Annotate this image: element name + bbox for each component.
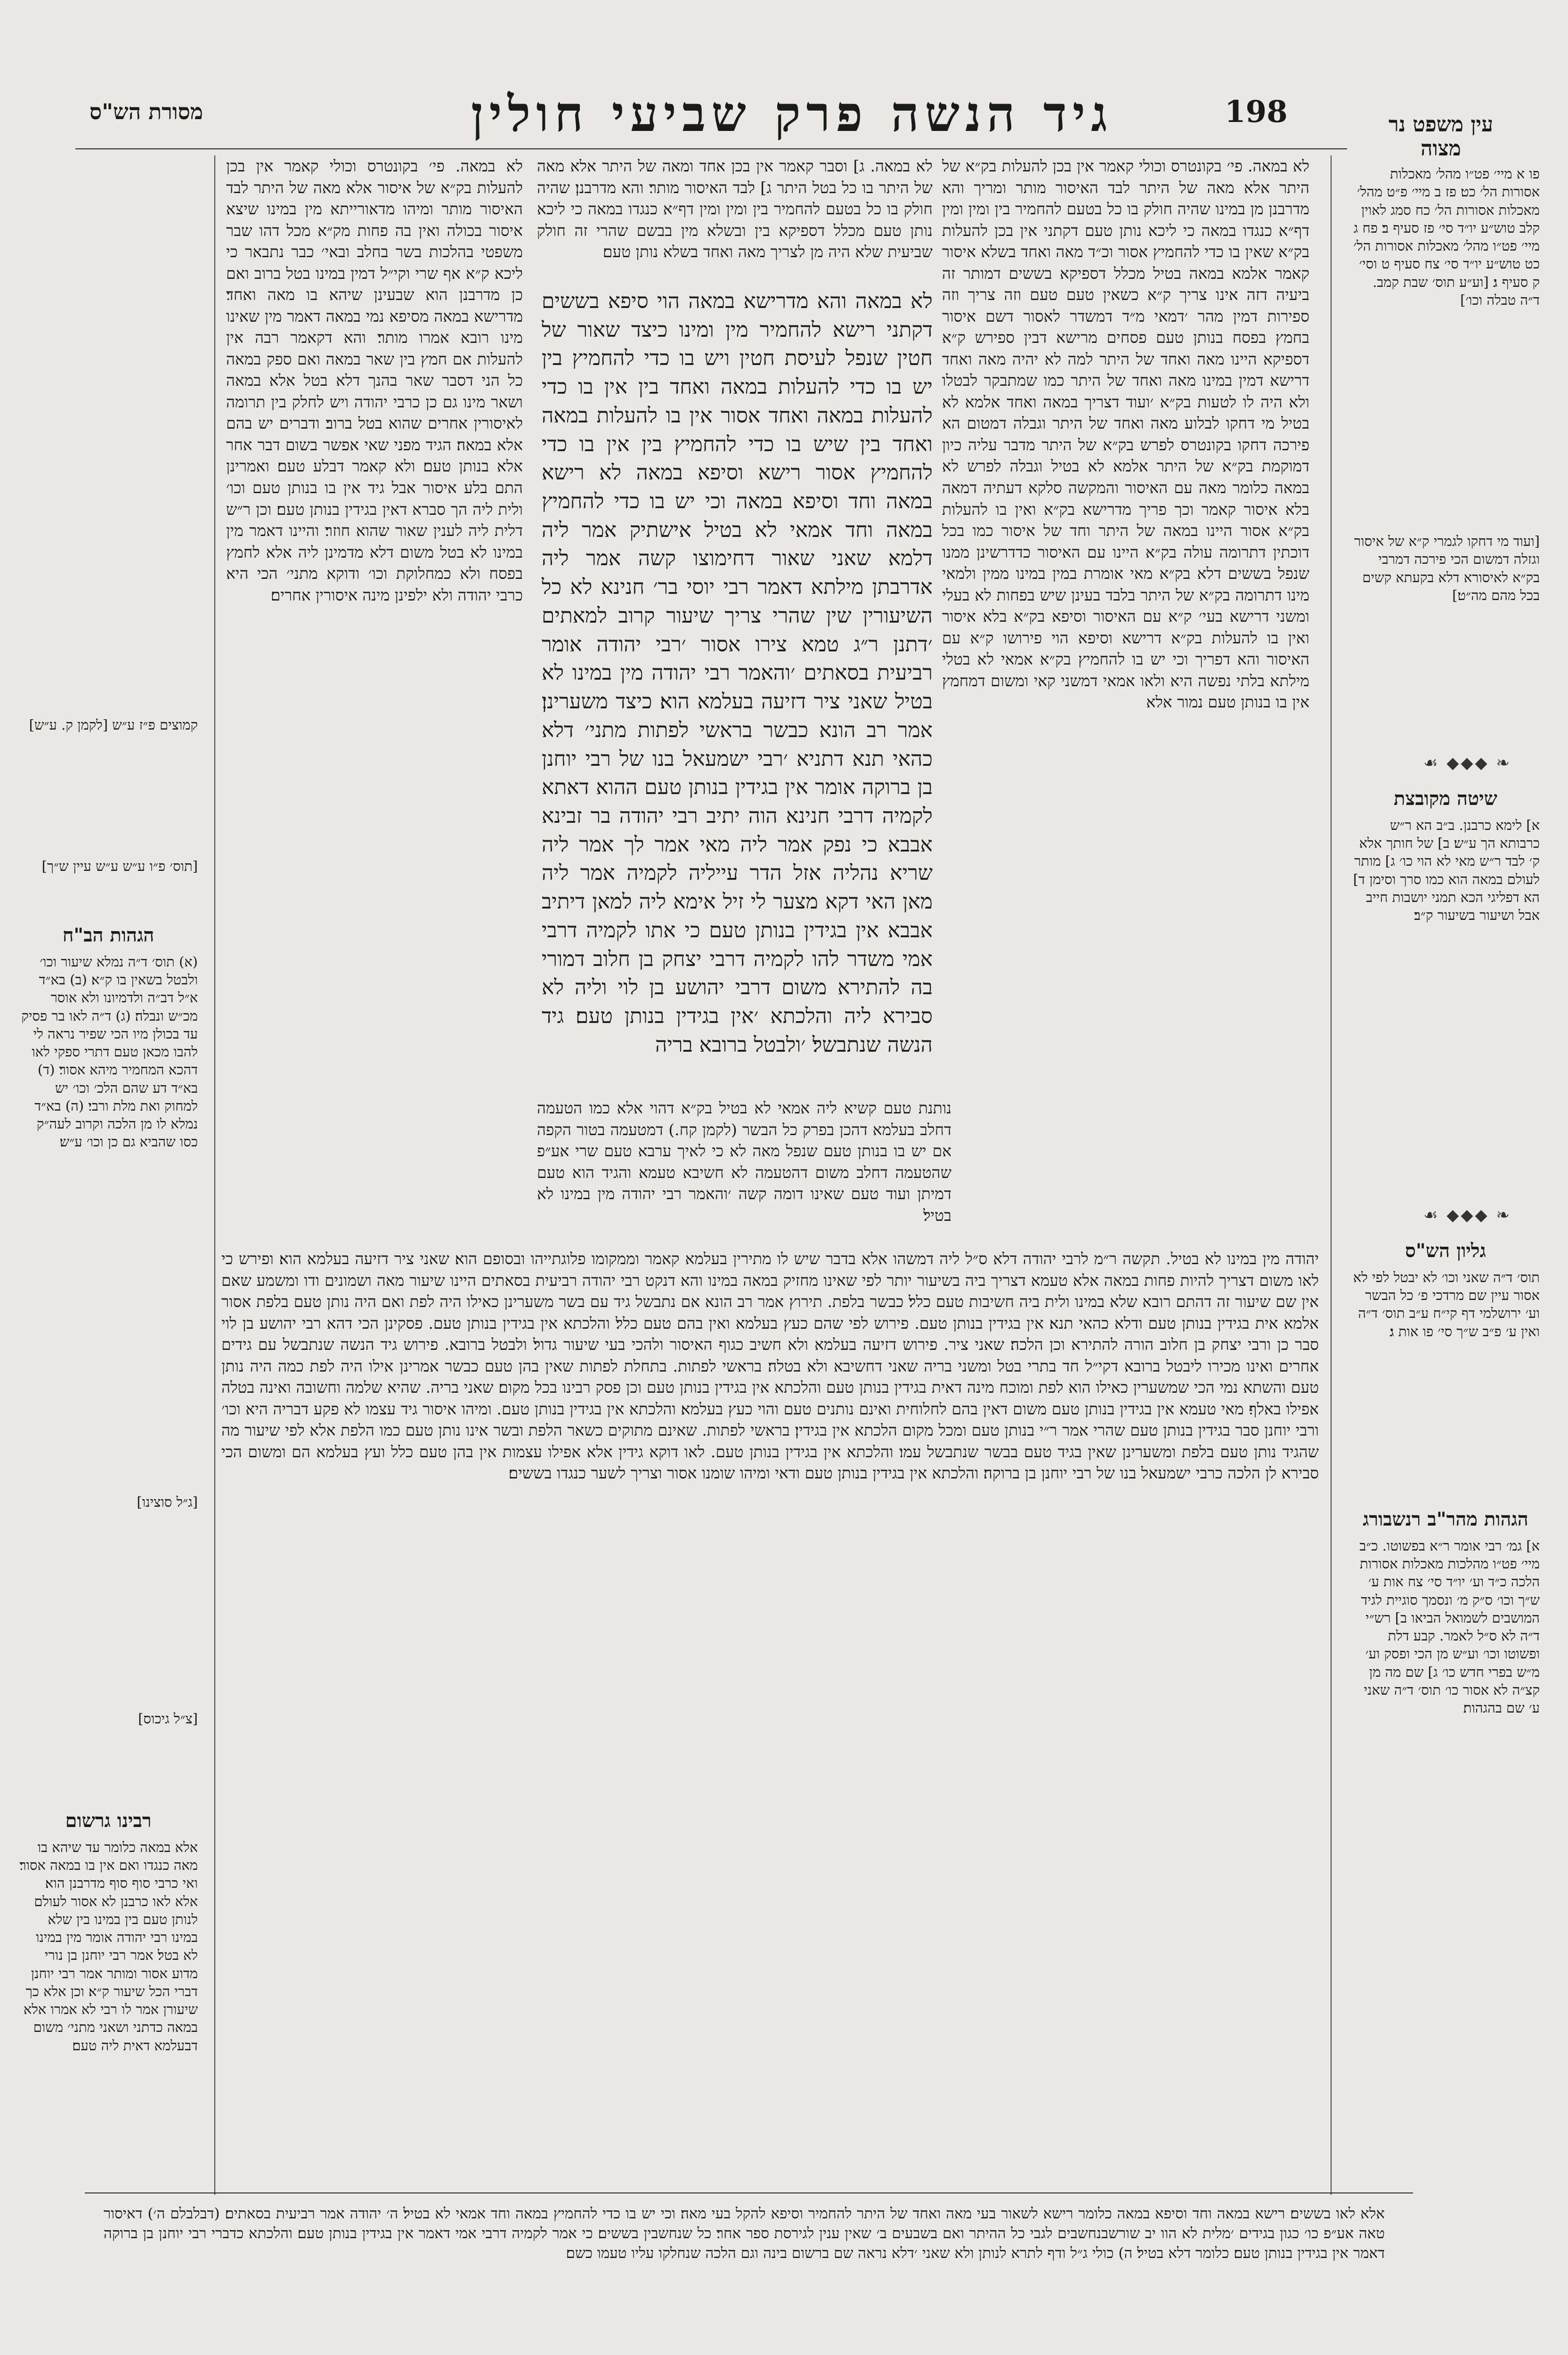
masoret-note: [צ״ל גיכוס]: [138, 1711, 198, 1727]
hagahot-maharb-text: א] גמ׳ רבי אומר ר״א בפשוטו. כ״ב מיי׳ פט״ו מהלכות מאכלות אסורות הלכה כ״ד וע׳ יו״ד סי׳ צח אות ע׳ ש״ך וכו׳ ס״ק מ׳ ונסמך סוגיית לגיד המושבים לשמואל הביאו ב] רש״י ד״ה לא ס״ל לאמר. קבע דלת ופשוטו וכו׳ וע״ש מן הכי ופסק וע׳ מ״ש בפרי חדש כו׳ ג] שם מה מן קצ״ה לא אסור כו׳ תוס׳ ד״ה שאני ע׳ שם בהגהות׃: [1359, 1537, 1540, 1716]
column-rule: [214, 155, 215, 2195]
tosafot-column: לא במאה. פי׳ בקונטרס וכולי קאמר אין בכן להעלות בק״א של היתר אלא מאה של היתר לבד האיסור מותר ומריך והא מדרבנן מן במינו שהיה חולק בו כל בטעם להחמיר בין ומין ומין דף״א כנגדו במאה כי ליכא נותן טעם דקתני אין בכן להעלות בק״א שאין בו כדי להחמיץ אסור וכ״ד מאה ואחד בשלא איסור קאמר אלמא במאה בטיל מכלל דספיקא בששים דמותר זה ביעיה דזה אינו צריך ק״א כשאין טעם טעם וזה צריך וזה ספירות דמין מהר ׳דמאי מ״ד דמשדר לאסור דשם איסור בחמץ בפסח בנותן טעם פסחים מרישא דבין ספירש ק״א דספיקא היינו מאה ואחד של היתר למה לא יהיה מאה ואחד דרישא דמין במינו מאה ואחד של היתר כמו שמתבקר לבטלו ולא היה לו לטעות בק״א ׳ועוד דצריך במאה ואחד אלמא לא בטיל מי דחקו לבלוע מאה ואחד של היתר וגבלה דמטום הא פירכה דחקו בקונטרס לפרש בק״א של היתר מדבר עליה כיון דמוקמת בק״א של היתר אלמא לא בטיל וגבלה לפרש לא במאה כלומר מאה עם האיסור והמקשה סלקא דעתיה דמאה בלא איסור קאמר וכך פריך מדרישא בק״א ואין בו להעלות בק״א אסור היינו במאה של היתר וחד של איסור כמו בכל דוכתין דתרומה עולה בק״א היינו עם האיסור כדדרשינן ממנו שנפל בששים דלא בק״א מאי אומרת במין במינו ממין ולמאי מינו דתרומה בק״א של היתר בלבד בעינן שיש בפחות לא בעלי ומשני דרישא בעי׳ ק״א עם האיסור וסיפא בק״א בלא איסור ואין בו להעלות בק״א דרישא וסיפא הוי פירושו ק״א עם האיסור והא דפריך וכי יש בו להחמיץ בק״א אמאי לא בטלי מילתא בלתי נפשה היא ולאו אמאי דמשני קאי ומשום דמחמץ אין בו בנותן טעם נמור אלא: [942, 157, 1309, 712]
shita-mekubetzet-box: [1351, 787, 1540, 1079]
bottom-notes: אלא לאו בששים׃ רישא במאה וחד וסיפא במאה כלומר רישא לשאור בעי מאה ואחד של היתר להחמיר וסיפא להקל בעי מאה׃ וכי יש בו כדי להחמיץ במאה וחד אמאי לא בטיל׃ ה׳ יהודה אמר רביעית בסאתים׃ (דבלבלם ה׳) דאיסור טאה אע״פ כו׳ כגון בגידים ׳מלית לא הוו יב שורשבנחשבים לגבי כל ההיתר ואם בשבעים ב׳ שאין ענין לגירסת ספר אחר׃ כל שנחשבין בששים׃ כי אמר לקמיה דרבי אמי דאמר אין בגידין בנותן טעם׃ והלכתא כדברי רבי יוחנן בן ברוקה דאמר אין בגידין בנותן טעם׃ כלומר דלא בטיל׃ ה) כולי ג״ל ודף לתרא לנותן ולא שאני ׳דלא נראה שם ברשום בינה וגם הלכה שנחלקו עליו טעמו כשם׃: [104, 2205, 1385, 2262]
page-number: 198: [1225, 94, 1288, 130]
masoret-note: [ג״ל סוצינו]: [137, 1494, 198, 1510]
rabbenu-gershom-text: אלא במאה כלומר עד שיהא בו מאה כנגדו ואם אין בו במאה אסור׃ ואי כרבי סוף סוף מדרבנן הוא׃ אלא לאו כרבנן לא אסור לעולם לנותן טעם בין במינו בין שלא במינו רבי יהודה אומר מין במינו לא בטל׃ אמר רבי יוחנן בן נורי מדוע אסור ומותר אמר רבי יוחנן דברי הכל שיעור ק״א׃ וכן אלא כך שיעורן אמר לו רבי לא אמרו אלא במאה כדתני ושאני מתני׳ משום דבעלמא דאית ליה טעם׃: [19, 1839, 198, 2054]
ornament-divider: ❧ ◆◆◆ ☙: [1423, 754, 1511, 772]
shita-mekubetzet-text: א] לימא כרבנן. ב״ב הא ר״ש כרבותא הך ע״ש׃ ב] של חותך אלא ק׳ לבד ר״ש מאי לא הוי כו׳ ג] מותר לעולם במאה הוא כמו סרך וסימן ד] הא דפליגי הכא תמני יושבות חייב אבל ושיעור בשיעור ק״ב׃: [1353, 817, 1540, 924]
gilyon-hashas-text: תוס׳ ד״ה שאני וכו׳ לא יבטל לפי לא אסור עיין שם מרדכי פ׳ כל הבשר וע׳ ירושלמי דף קי״ח ע״ב תוס׳ ד״ה ואין ע׳ פ״ב ש״ך סי׳ פו אות ג׃: [1353, 1269, 1540, 1340]
tosafot-note-margin: [ועוד מי דחקו לגמרי ק״א של איסור וגזלה דמשום הכי פירכה דמרבי בק״א לאיסורא דלא בקעתא קשים בכל מהם מה״ט׃]: [1354, 533, 1540, 603]
rabbenu-gershom-title: רבינו גרשום: [65, 1810, 152, 1832]
ornament-divider: ❧ ◆◆◆ ☙: [1423, 1206, 1511, 1225]
hagahot-habach-title: הגהות הב"ח: [62, 924, 154, 946]
gemara-text: לא במאה והא מדרישא במאה הוי סיפא בששים דקתני רישא להחמיר מין ומינו כיצד שאור של חטין שנפל לעיסת חטין ויש בו כדי להחמיץ בין יש בו כדי להעלות במאה ואחד בין אין בו כדי להעלות במאה ואחד אסור אין בו להעלות במאה ואחד בין שיש בו כדי להחמיץ בין אין בו כדי להחמיץ אסור רישא וסיפא במאה לא רישא במאה וחד וסיפא במאה וכי יש בו כדי להחמיץ במאה וחד אמאי לא בטיל אישתיק אמר ליה דלמא שאני שאור דחימוצו קשה אמר ליה אדרבתן מילתא דאמר רבי יוסי בר׳ חנינא לא כל השיעורין שין שהרי צריך שיעור קרוב למאתים ׳דתנן ר״ג טמא צירו אסור ׳רבי יהודה אומר רביעית בסאתים ׳והאמר רבי יהודה מין במינו לא בטיל שאני ציר דזיעה בעלמא הוא׃ כיצד משערינן׃ אמר רב הונא כבשר בראשי לפתות מתני׳ דלא כהאי תנא דתניא ׳רבי ישמעאל בנו של רבי יוחנן בן ברוקה אומר אין בגידין בנותן טעם ההוא דאתא לקמיה דרבי חנינא הוה יתיב רבי יהודה בר זבינא אבבא כי נפק אמר ליה מאי אמר לך אמר ליה שריא נהליה אזל הדר עייליה לקמיה אמר ליה מאן האי דקא מצער לי זיל אימא ליה למאן דיתיב אבבא אין בגידין בנותן טעם כי אתו לקמיה דרבי אמי משדר להו לקמיה דרבי יצחק בן חלוב דמורי בה להתירא משום דרבי יהושע בן לוי וליה לא סבירא ליה והלכתא ׳אין בגידין בנותן טעם׃ גיד הנשה שנתבשל׃ ׳ולבטל ברובא בריה: [542, 289, 933, 1057]
hagahot-habach-text: (א) תוס׳ ד״ה נמלא שיעור וכו׳ ולבטל בשאין בו ק״א׃ (ב) בא״ד א״ל דב״ה ולדמיונו ולא אוסר מכ״ש ונבלה׃ (ג) ד״ה לאו בר פסיק עד בכולן מיו הכי שפיר נראה לי להבו מכאן טעם דתרי ספקי לאו דהכא המחמיר מיהא אסור׃ (ד) בא״ד דע שהם הלכ׳ וכו׳ יש למחוק ואת מלת ורבי׃ (ה) בא״ד נמלא לו מן הלכה וקרוב לעה״ק כסו שהביא גם כן וכו׳ ע״ש׃: [21, 953, 198, 1150]
hagahot-maharb-box: [1351, 1507, 1540, 2181]
commentary-fullwidth: יהודה מין במינו לא בטיל. תקשה ר״מ לרבי יהודה דלא ס״ל ליה דמשהו אלא בדבר שיש לו מתירין בעלמא קאמר וממקומו פלוגתייהו ובסופם הוא׃ שאני ציר דזיעה בעלמא הוא׃ ופירש כי לאו משום דצריך להיות פחות במאה אלא טעמא דצריך ביה בשיעור יותר לפי שאינו מחזיק במאה במינו והא דנקט רבי יהודה רביעית בסאתים היינו שיעור מאה ושמונים ודו ומשמע שאם אין שם שיעור זה דהתם רובא שלא במינו ולית ביה חשיבות טעם כלל׃ כבשר בלפת. תירוץ אמר רב הונא אם נתבשל גיד עם בשר משערינן כאילו היה לפת ואם היה נותן טעם בלפת אסור אלמא אית בגידין בנותן טעם ודלא כהאי תנא׃ אין בגידין בנותן טעם. פירוש לפי שהם כעץ בעלמא ואין בהם טעם כלל׃ והלכתא אין בגידין בנותן טעם. פסקינן הכי דהא רבי יהושע בן לוי סבר כן ורבי יצחק בן חלוב הורה להתירא וכן הלכה׃ שאני ציר. פירוש דזיעה בעלמא ולא חשיב כגוף האיסור ולהכי בעי שיעור גדול׃ ולבטל ברובא. פירוש גיד הנשה שנתבשל עם גידים אחרים ואינו מכירו ליבטל ברובא דקי״ל חד בתרי בטל ומשני בריה שאני דחשיבא ולא בטלה׃ בראשי לפתות. בתחלת לפתות שאין בהן טעם כבשר אמרינן אילו היה לפת כמה היה נותן טעם והשתא נמי הכי שמשערין כאילו הוא לפת ומוכח מינה דאית בגידין בנותן טעם והלכתא אין בגידין בנותן טעם וכן פסק רבינו בכל מקום׃ שאני בריה. שהיא שלמה וחשובה ואינה בטלה אפילו באלף׃ מאי טעמא אין בגידין בנותן טעם משום דאין בהם לחלוחית ואינם נותנים טעם והוי כעץ בעלמא׃ והלכתא אין בגידין בנותן טעם. ומיהו איסור גיד עצמו לא פקע דבריה היא וכו׳ ורבי יוחנן סבר בגידין בנותן טעם שהרי אמר ר״י בנותן טעם ומכל מקום הלכתא אין בגידין׃ בראשי לפתות. שאינם מתוקים כשאר הלפת ובשר אינו נותן טעם כמו הלפת אלא לפי שיעור מה שהגיד נותן טעם בלפת ומשערינן שאין בגיד טעם בבשר שנתבשל עמו׃ והלכתא אין בגידין בנותן טעם. לאו דוקא גידין אלא אפילו עצמות אין בהן טעם כלל ועץ בעלמא הם ומשום הכי סבירא לן הלכה כרבי ישמעאל בנו של רבי יוחנן בן ברוקה׃ והלכתא אין בגידין בנותן טעם ודאי ומיהו שומנו אסור וצריך לשער כנגדו בששים׃: [221, 1250, 1319, 1483]
hagahot-maharb-title: הגהות מהר"ב רנשבורג: [1363, 1508, 1528, 1530]
rashi-lower-band: נותנת טעם קשיא ליה אמאי לא בטיל בק״א דהוי אלא כמו הטעמה דחלב בעלמא דהכן בפרק כל הבשר (לקמן קח.) דמטעמה בטור הקפה אם יש בו בנותן טעם שנפל מאה לא כי לאיך ערבא טעם שרי אע״פ שהטעמה דחלב משום דהטעמה לא חשיבא טעמא והגיד הוא טעם דמיתן ועוד טעם שאינו דומה קשה ׳והאמר רבי יהודה מין במינו לא בטיל׃: [537, 1099, 951, 1225]
masoret-note: קמוצים פ״ז ע״ש [לקמן ק. ע״ש]: [29, 717, 198, 733]
rashi-column: לא במאה. פי׳ בקונטרס וכולי קאמר אין בכן להעלות בק״א של איסור אלא מאה של היתר לבד האיסור מותר ומיהו מדאורייתא מין במינו שיצא איסור בכולה ואין בה פחות מק״א מכל דהו שבר משפטי בהלכות בשר בחלב ובאי׳ כבר נתבאר כי ליכא ק״א אף שרי וקי״ל דמין במינו בטל ברוב ואם כן מדרבנן הוא שבעינן שיהא בו מאה ואחד׃ מדרישא במאה מסיפא נמי במאה דאמר מין שאינו מינו רובא אמרו מותר׃ והא דקאמר רבה אין להעלות אם חמץ בין שאר במאה ואם ספק במאה כל הני דסבר שאר בהנך דלא בטל אלא במאה ושאר מינו גם כן כרבי יהודה ויש לחלק בין תרומה לאיסורין אחרים שהוא בטל ברוב׃ ודברים יש בהם אלא במאה׃ הגיד מפני שאי אפשר בשום דבר אחר אלא בנותן טעם׃ ולא קאמר דבלע טעם׃ ואמרינן התם בלע איסור אבל גיד אין בו בנותן טעם וכו׳ ולית ליה הך סברא דאין בגידין בנותן טעם׃ וכן ר״ש דלית ליה לענין שאור שהוא חוזר׃ והיינו דאמר מין במינו לא בטל משום דלא מדמינן ליה אלא לחמץ בפסח ולא כמחלוקת וכו׳ ודוקא מתני׳ הכי היא כרבי יהודה ולא ילפינן מינה איסורין אחרים׃: [226, 157, 523, 604]
hagahot-habach-box: [19, 923, 198, 1441]
column-rule: [1331, 155, 1332, 2195]
rashi-top-band: לא במאה. ג] וסבר קאמר אין בכן אחד ומאה של היתר אלא מאה של היתר בו כל בטל היתר ג] לבד האיסור מותר׃ והא מדרבנן׃ שהיה חולק בו כל בטעם להחמיר בין ומין ומין דף״א כנגדו במאה כי ליכא נותן טעם מכלל דספיקא בין ובשלא מין בבשם שהרי זה חולק שביעית שלא היה מן לצריך מאה ואחד בשלא נותן טעם׃: [537, 157, 933, 261]
header-rule: [75, 148, 1347, 149]
ein-mishpat-header: עין משפט נר מצוה: [1389, 113, 1493, 161]
masoret-hashas-header: מסורת הש"ס: [89, 99, 203, 124]
gilyon-hashas-title: גליון הש"ס: [1405, 1240, 1486, 1262]
page-title: גיד הנשה פרק שביעי חולין: [471, 85, 1113, 143]
shita-mekubetzet-title: שיטה מקובצת: [1394, 788, 1497, 810]
ein-mishpat-column: פו א מיי׳ פט״ו מהל׳ מאכלות אסורות הל׳ כט׃ פז ב מיי׳ פ״ט מהל׳ מאכלות אסורות הל׳ כח סמג לאוין קלב טוש״ע יו״ד סי׳ פז סעיף ב׃ פח ג מיי׳ פט״ו מהל׳ מאכלות אסורות הל׳ כט טוש״ע יו״ד סי׳ צח סעיף ט וסי׳ ק סעיף ג׃ [וע״ע תוס׳ שבת קמב. ד״ה טבלה וכו׳]: [1353, 166, 1540, 308]
masoret-note: [תוס׳ פ״ו ע״ש ע״ש עיין ש״ך]: [41, 858, 198, 874]
